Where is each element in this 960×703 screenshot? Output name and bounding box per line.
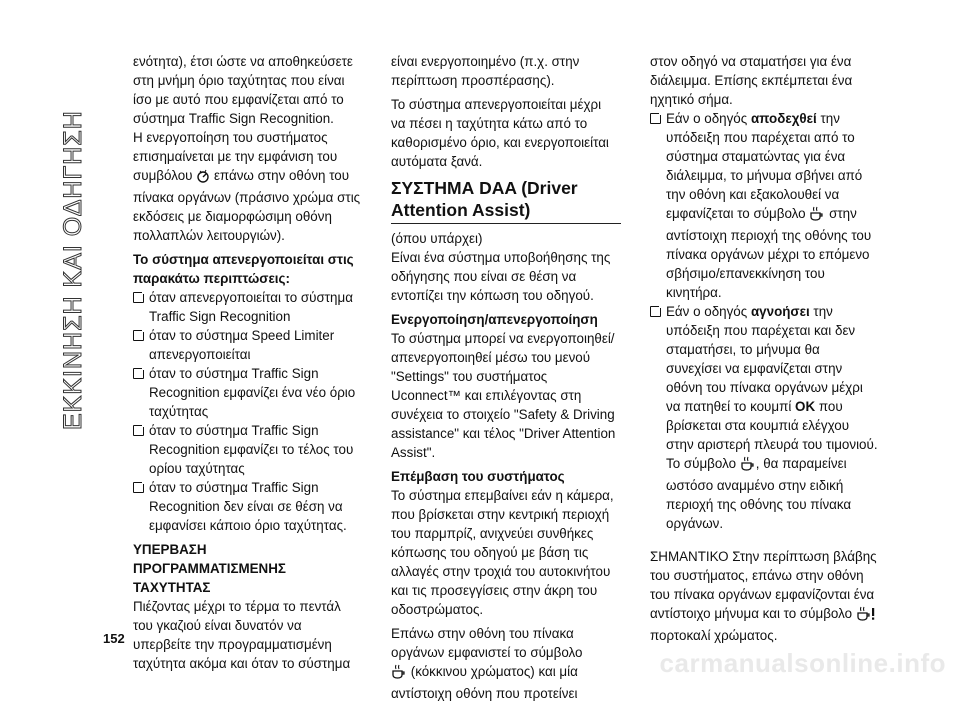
text: Εάν ο οδηγός (666, 304, 748, 319)
watermark-logo: carmanualsonline.info (659, 648, 946, 678)
text: Επάνω στην οθόνη του πίνακα οργάνων εμφανιστεί το σύμβολο (391, 626, 583, 660)
text: Εάν ο οδηγός (666, 111, 748, 126)
subheading: Το σύστημα απενεργοποιείται στις παρακάτω περιπτώσεις: (133, 252, 354, 286)
text: ΣΗΜΑΝΤΙΚΟ Στην περίπτωση βλάβης του συστήματος, επάνω στην οθόνη του πίνακα οργάνων εμφανίζονται ένα αντίστοιχο μήνυμα και το σύμβολο (650, 549, 877, 621)
section-heading-line: Attention Assist) (391, 200, 531, 220)
list-item (650, 302, 878, 533)
section-heading-line: ΣΥΣΤΗΜΑ DAA (Driver (391, 178, 578, 198)
coffee-cup-icon (740, 455, 756, 476)
paragraph (391, 624, 619, 703)
list-item (133, 364, 361, 421)
checkbox-bullet-icon (133, 368, 144, 379)
text: την υπόδειξη που παρέχεται και δεν σταματήσει, το μήνυμα θα συνεχίσει να εμφανίζεται στην οθόνη του πίνακα οργάνων μέχρι να πατηθεί το κουμπί (666, 304, 863, 414)
text: την υπόδειξη που παρέχεται από το σύστημα σταματώντας για ένα διάλειμμα, το μήνυμα σβήνει από την οθόνη και εξακολουθεί να εμφανίζεται το σύμβολο (666, 111, 863, 221)
paragraph (133, 128, 361, 245)
checkbox-bullet-icon (133, 292, 144, 303)
speed-limiter-icon (196, 169, 210, 188)
list-item-text: όταν το σύστημα Speed Limiter απενεργοποιείται (149, 328, 335, 362)
subheading: Ενεργοποίηση/απενεργοποίηση (391, 312, 598, 327)
text: στην αντίστοιχη περιοχή της οθόνης του πίνακα οργάνων μέχρι το επόμενο σβήσιμο/επανεκκίνηση του κινητήρα. (666, 206, 872, 300)
section-heading (391, 177, 621, 224)
emphasis: αποδεχθεί (750, 111, 817, 126)
list-item (133, 478, 361, 535)
paragraph: ενότητα), έτσι ώστε να αποθηκεύσετε στη μνήμη όριο ταχύτητας που είναι ίσο με αυτό που εμφανίζεται από το σύστημα Traffic Sign Recognition. (133, 54, 353, 126)
list-item-text (666, 109, 878, 302)
page-number: 152 (103, 631, 125, 646)
list-item-text: όταν το σύστημα Traffic Sign Recognition εμφανίζει το τέλος του ορίου ταχύτητας (149, 423, 354, 476)
text: επάνω στην οθόνη του πίνακα οργάνων (πράσινο χρώμα στις εκδόσεις με διαμορφώσιμη οθόνη πολλαπλών λειτουργιών). (133, 168, 361, 243)
list-item (133, 288, 361, 326)
checkbox-bullet-icon (650, 306, 661, 317)
checkbox-bullet-icon (133, 482, 144, 493)
paragraph: Το σύστημα μπορεί να ενεργοποιηθεί/απενεργοποιηθεί μέσω του μενού "Settings" του συστήματος Uconnect™ και επιλέγοντας στη συνέχεια το στοιχείο "Safety & Driving assistance" και τέλος "Driver Attention Assist". (391, 331, 616, 460)
coffee-cup-warning-icon (856, 605, 878, 626)
text: που βρίσκεται στα κουμπιά ελέγχου στην αριστερή πλευρά του τιμονιού. Το σύμβολο (666, 399, 878, 471)
subheading: ΤΑΧΥΤΗΤΑΣ (133, 580, 211, 595)
paragraph (650, 547, 878, 645)
list-item (133, 421, 361, 478)
text: Η ενεργοποίηση του συστήματος επισημαίνεται με την εμφάνιση του συμβόλου (133, 130, 338, 183)
list-item (133, 326, 361, 364)
list-item (650, 109, 878, 302)
text: , θα παραμείνει ωστόσο αναμμένο στην ειδική περιοχή της οθόνης του πίνακα οργάνων. (666, 456, 852, 531)
column-3 (650, 52, 878, 645)
emphasis: αγνοήσει (750, 304, 810, 319)
sidebar-section-title: ΕΚΚΙΝΗΣΗ ΚΑΙ ΟΔΗΓΗΣΗ (59, 110, 87, 430)
coffee-cup-icon (391, 663, 407, 684)
list-item-text (666, 302, 878, 533)
column-2 (391, 52, 619, 703)
paragraph: Το σύστημα απενεργοποιείται μέχρι να πέσει η ταχύτητα κάτω από το καθορισμένο όριο, και ενεργοποιείται αυτόματα ξανά. (391, 97, 609, 169)
coffee-cup-icon (809, 205, 825, 226)
ok-button-label: OK (795, 399, 816, 414)
text: πορτοκαλί χρώματος. (650, 628, 778, 643)
checkbox-bullet-icon (133, 330, 144, 341)
paragraph: στον οδηγό να σταματήσει για ένα διάλειμμα. Επίσης εκπέμπεται ένα ηχητικό σήμα. (650, 54, 853, 107)
paragraph: Το σύστημα επεμβαίνει εάν η κάμερα, που βρίσκεται στην κεντρική περιοχή του παρμπρίζ, ανιχνεύει συνθήκες κόπωσης του οδηγού με βάση τις αλλαγές στην τροχιά του αυτοκινήτου και τις προσεγγίσεις στην άκρη του οδοστρώματος. (391, 488, 614, 617)
list-item-text: όταν το σύστημα Traffic Sign Recognition δεν είναι σε θέση να εμφανίσει κάποιο όριο ταχύτητας. (149, 480, 347, 533)
subheading: ΠΡΟΓΡΑΜΜΑΤΙΣΜΕΝΗΣ (133, 561, 286, 576)
list-item-text: όταν το σύστημα Traffic Sign Recognition εμφανίζει ένα νέο όριο ταχύτητας (149, 366, 356, 419)
paragraph: είναι ενεργοποιημένο (π.χ. στην περίπτωση προσπέρασης). (391, 54, 580, 88)
text: (κόκκινου χρώματος) και μία αντίστοιχη οθόνη που προτείνει (391, 664, 578, 701)
checkbox-bullet-icon (650, 113, 661, 124)
paragraph: Πιέζοντας μέχρι το τέρμα το πεντάλ του γκαζιού είναι δυνατόν να υπερβείτε την προγραμματισμένη ταχύτητα ακόμα και όταν το σύστημα (133, 599, 351, 671)
paragraph: (όπου υπάρχει) (391, 231, 483, 246)
subheading: Επέμβαση του συστήματος (391, 469, 565, 484)
subheading: ΥΠΕΡΒΑΣΗ (133, 542, 207, 557)
checkbox-bullet-icon (133, 425, 144, 436)
paragraph: Είναι ένα σύστημα υποβοήθησης της οδήγησης που είναι σε θέση να εντοπίζει την κόπωση του οδηγού. (391, 250, 611, 303)
list-item-text: όταν απενεργοποιείται το σύστημα Traffic Sign Recognition (149, 290, 353, 324)
column-1 (133, 52, 361, 673)
